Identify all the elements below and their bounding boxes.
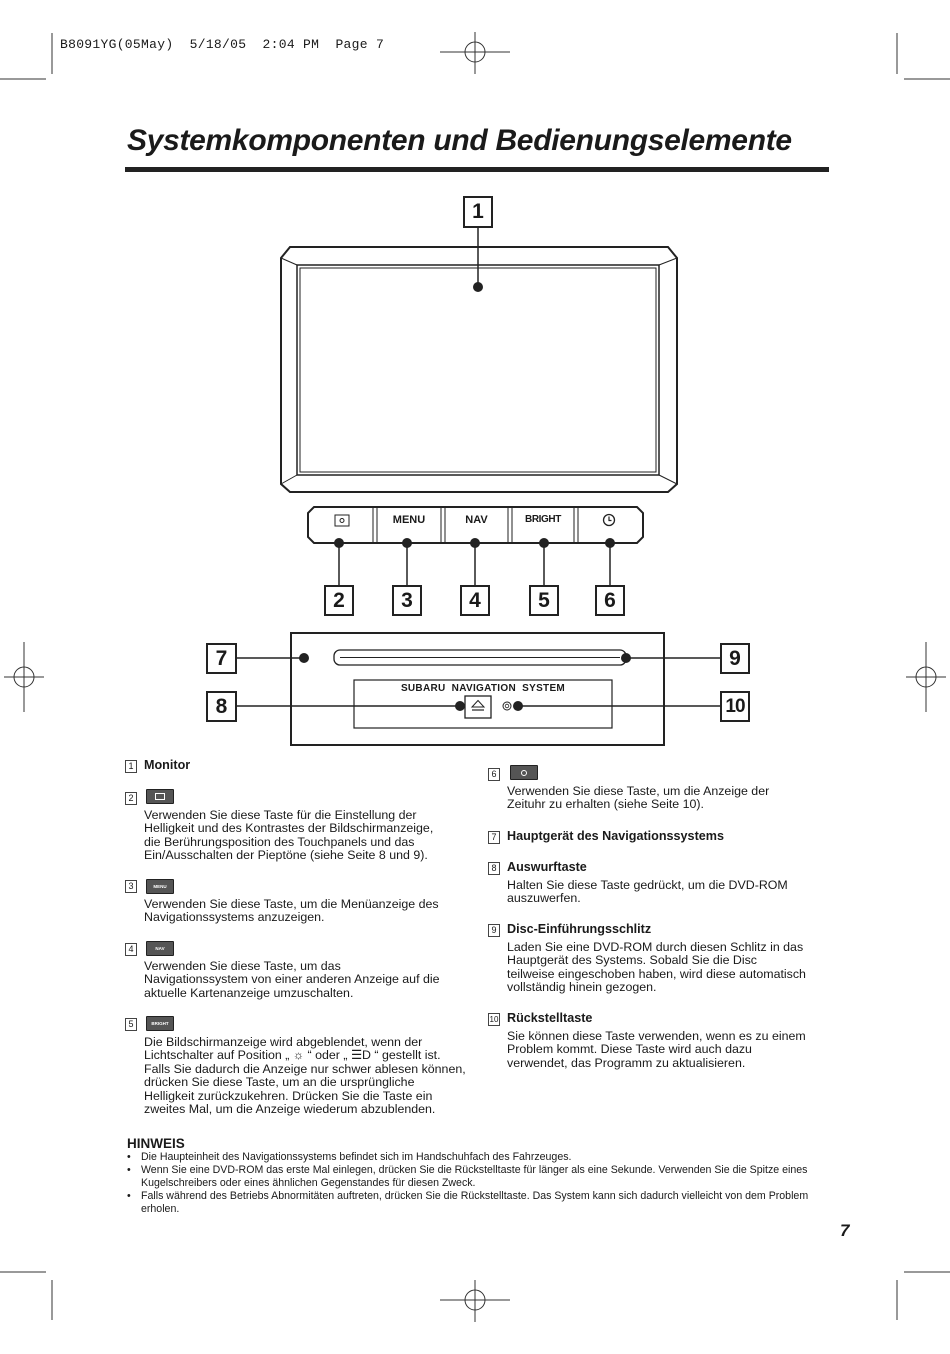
unit-brand-label: SUBARU NAVIGATION SYSTEM: [400, 683, 566, 694]
menu-button-label: MENU: [392, 514, 426, 526]
callout-6: 6: [595, 585, 625, 616]
hinweis-note-text: Wenn Sie eine DVD-ROM das erste Mal einlegen, drücken Sie die Rückstelltaste für länger als eine Sekunde. Verwenden Sie die Spitze eines Kugelschreibers oder eines ähnlichen Gegenstandes für diesen Zweck.: [141, 1164, 808, 1189]
item-num-3: 3: [125, 880, 137, 893]
callout-3: 3: [392, 585, 422, 616]
item-10-text: Sie können diese Taste verwenden, wenn es zu einem Problem kommt. Diese Taste wird auch dazu verwendet, das Programm zu aktualisieren.: [507, 1029, 806, 1070]
callout-8: 8: [206, 691, 237, 722]
item-num-7: 7: [488, 831, 500, 844]
hinweis-note: • Falls während des Betriebs Abnormitäten auftreten, drücken Sie die Rückstelltaste. Das System kann sich dadurch vielleicht von dem Problem erholen.: [127, 1190, 809, 1215]
callout-10: 10: [720, 691, 750, 722]
item-4-text: Verwenden Sie diese Taste, um das Navigationssystem von einer anderen Anzeige auf die aktuelle Kartenanzeige umzuschalten.: [144, 959, 440, 1000]
item-5-key: BRIGHT: [146, 1016, 174, 1031]
item-num-5: 5: [125, 1018, 137, 1031]
clock-key-icon: [521, 770, 527, 776]
page-number: 7: [840, 1221, 850, 1240]
item-3-key: MENU: [146, 879, 174, 894]
item-num-2: 2: [125, 792, 137, 805]
item-num-6: 6: [488, 768, 500, 781]
hinweis-note-text: Die Haupteinheit des Navigationssystems befindet sich im Handschuhfach des Fahrzeuges.: [141, 1151, 572, 1163]
item-9-heading: Disc-Einführungsschlitz: [507, 922, 652, 936]
hinweis-note: • Die Haupteinheit des Navigationssystems befindet sich im Handschuhfach des Fahrzeuges.: [127, 1151, 572, 1163]
item-num-9: 9: [488, 924, 500, 937]
item-2-text: Verwenden Sie diese Taste für die Einstellung der Helligkeit und des Kontrastes der Bildschirmanzeige, die Berührungsposition des Touchpanels und das Ein/Ausschalten der Pieptöne (siehe Seite 8 und 9).: [144, 808, 434, 863]
callout-2: 2: [324, 585, 354, 616]
item-7-heading: Hauptgerät des Navigationssystems: [507, 829, 724, 843]
callout-7: 7: [206, 643, 237, 674]
callout-4: 4: [460, 585, 490, 616]
item-5-text: Die Bildschirmanzeige wird abgeblendet, wenn der Lichtschalter auf Position „ ☼ “ oder „ ☰D “ gestellt ist. Falls Sie dadurch die Anzeige nur schwer ablesen können, drücken Sie diese Taste, um an die ursprüngliche Helligkeit zurückzukehren. Drücken Sie die Taste ein zweites Mal, um die Anzeige wiederum abzublenden.: [144, 1035, 466, 1117]
item-num-10: 10: [489, 1015, 499, 1024]
item-9-text: Laden Sie eine DVD-ROM durch diesen Schlitz in das Hauptgerät des Systems. Sobald Sie die Disc teilweise eingeschoben haben, wird diese automatisch vollständig hinein gezogen.: [507, 940, 806, 995]
hinweis-note-text: Falls während des Betriebs Abnormitäten auftreten, drücken Sie die Rückstelltaste. Das System kann sich dadurch vielleicht von dem Problem erholen.: [141, 1190, 809, 1215]
callout-5: 5: [529, 585, 559, 616]
item-8-text: Halten Sie diese Taste gedrückt, um die DVD-ROM auszuwerfen.: [507, 878, 788, 906]
callout-9: 9: [720, 643, 750, 674]
callout-1: 1: [463, 196, 493, 228]
nav-button-label: NAV: [465, 514, 488, 526]
item-10-heading: Rückstelltaste: [507, 1011, 593, 1025]
item-1-heading: Monitor: [144, 758, 191, 772]
brightness-key-icon: [155, 793, 165, 800]
reset-button: [503, 702, 511, 710]
brightness-icon: [335, 515, 349, 526]
item-6-text: Verwenden Sie diese Taste, um die Anzeige der Zeituhr zu erhalten (siehe Seite 10).: [507, 784, 770, 812]
item-8-heading: Auswurftaste: [507, 860, 587, 874]
bright-button-label: BRIGHT: [525, 514, 561, 525]
item-num-1: 1: [125, 760, 137, 773]
hinweis-note: • Wenn Sie eine DVD-ROM das erste Mal einlegen, drücken Sie die Rückstelltaste für länger als eine Sekunde. Verwenden Sie die Spitze eines Kugelschreibers oder eines ähnlichen Gegenstandes für diesen Zweck.: [127, 1164, 808, 1189]
print-header: B8091YG(05May) 5/18/05 2:04 PM Page 7: [60, 37, 385, 52]
item-6-key: [510, 765, 538, 780]
page-title: Systemkomponenten und Bedienungselemente: [127, 124, 792, 157]
hinweis-heading: HINWEIS: [127, 1136, 185, 1151]
item-4-key: NAV: [146, 941, 174, 956]
item-2-key: [146, 789, 174, 804]
item-num-4: 4: [125, 943, 137, 956]
item-num-8: 8: [488, 862, 500, 875]
item-3-text: Verwenden Sie diese Taste, um die Menüanzeige des Navigationssystems anzuzeigen.: [144, 897, 439, 925]
hinweis-notes: [127, 1151, 837, 1216]
